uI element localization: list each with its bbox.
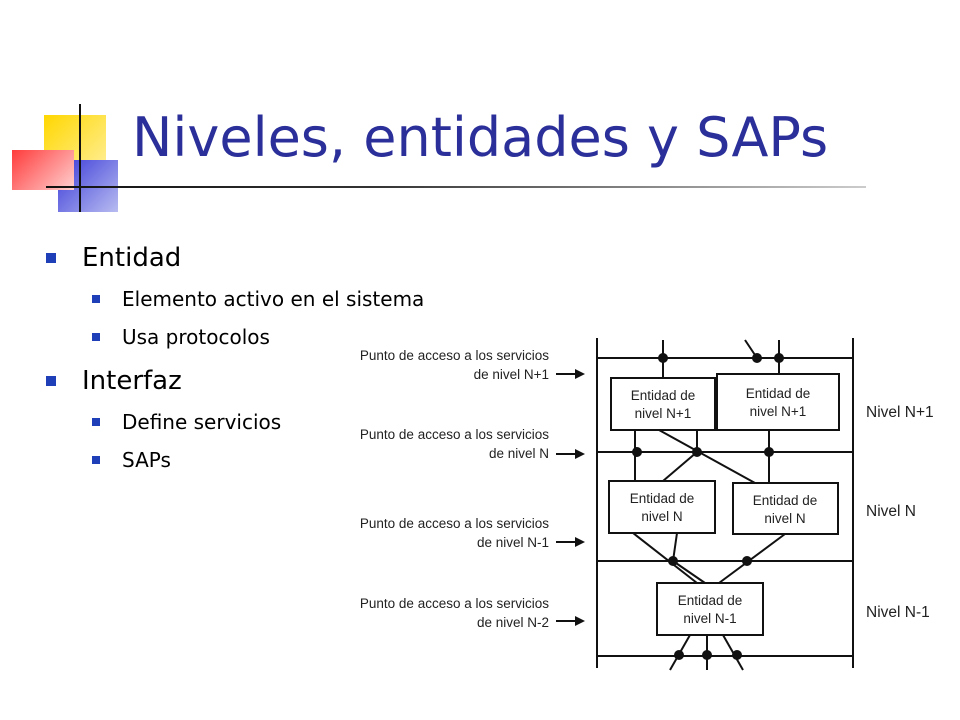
- entity-label-line1: Entidad de: [752, 493, 818, 508]
- sap-dot: [774, 353, 784, 363]
- level-label: Nivel N: [866, 503, 916, 520]
- entity-label-line2: nivel N-1: [683, 611, 737, 626]
- sub-bullet-label: Usa protocolos: [122, 325, 270, 349]
- entity-label-line2: nivel N: [641, 509, 683, 524]
- entity-box-n-a: [609, 481, 715, 533]
- sap-dot: [632, 447, 642, 457]
- sub-bullet-label: SAPs: [122, 448, 171, 472]
- connector-line: [719, 534, 785, 583]
- entity-box-n1-a: [611, 378, 715, 430]
- sap-label-line2: de nivel N+1: [473, 367, 549, 382]
- entity-box-n-b: [733, 483, 838, 534]
- entity-label-line2: nivel N+1: [749, 404, 807, 419]
- connector-line: [663, 452, 697, 481]
- sap-dot: [658, 353, 668, 363]
- sap-dot: [752, 353, 762, 363]
- sap-dot: [674, 650, 684, 660]
- sap-dot: [742, 556, 752, 566]
- entity-box-n1-b: [717, 374, 839, 430]
- sap-label-line1: Punto de acceso a los servicios: [359, 427, 549, 442]
- sap-dot: [764, 447, 774, 457]
- connector-line: [633, 533, 697, 583]
- sap-label-line1: Punto de acceso a los servicios: [359, 516, 549, 531]
- arrow-head-icon: [575, 537, 585, 547]
- sap-dot: [702, 650, 712, 660]
- sap-label-line1: Punto de acceso a los servicios: [359, 596, 549, 611]
- entity-label-line1: Entidad de: [745, 386, 811, 401]
- entity-box-n1-lower: [657, 583, 763, 635]
- page-title: Niveles, entidades y SAPs: [132, 106, 829, 169]
- entity-label-line2: nivel N: [764, 511, 806, 526]
- arrow-head-icon: [575, 616, 585, 626]
- level-label: Nivel N-1: [866, 604, 930, 621]
- sap-label-line1: Punto de acceso a los servicios: [359, 348, 549, 363]
- sub-bullet-label: Elemento activo en el sistema: [122, 287, 425, 311]
- sap-label-line2: de nivel N: [488, 446, 549, 461]
- sap-dot: [692, 447, 702, 457]
- entity-label-line2: nivel N+1: [634, 406, 692, 421]
- connector-line: [659, 430, 755, 483]
- connector-line: [673, 561, 705, 583]
- sap-label-line2: de nivel N-1: [476, 535, 549, 550]
- entity-label-line1: Entidad de: [630, 388, 696, 403]
- sap-label-line2: de nivel N-2: [476, 615, 549, 630]
- level-label: Nivel N+1: [866, 404, 934, 421]
- entity-label-line1: Entidad de: [677, 593, 743, 608]
- bullet-label: Interfaz: [82, 366, 182, 396]
- sap-dot: [732, 650, 742, 660]
- sap-dot: [668, 556, 678, 566]
- sub-bullet-label: Define servicios: [122, 410, 282, 434]
- arrow-head-icon: [575, 449, 585, 459]
- bullet-label: Entidad: [82, 243, 182, 273]
- arrow-head-icon: [575, 369, 585, 379]
- entity-label-line1: Entidad de: [629, 491, 695, 506]
